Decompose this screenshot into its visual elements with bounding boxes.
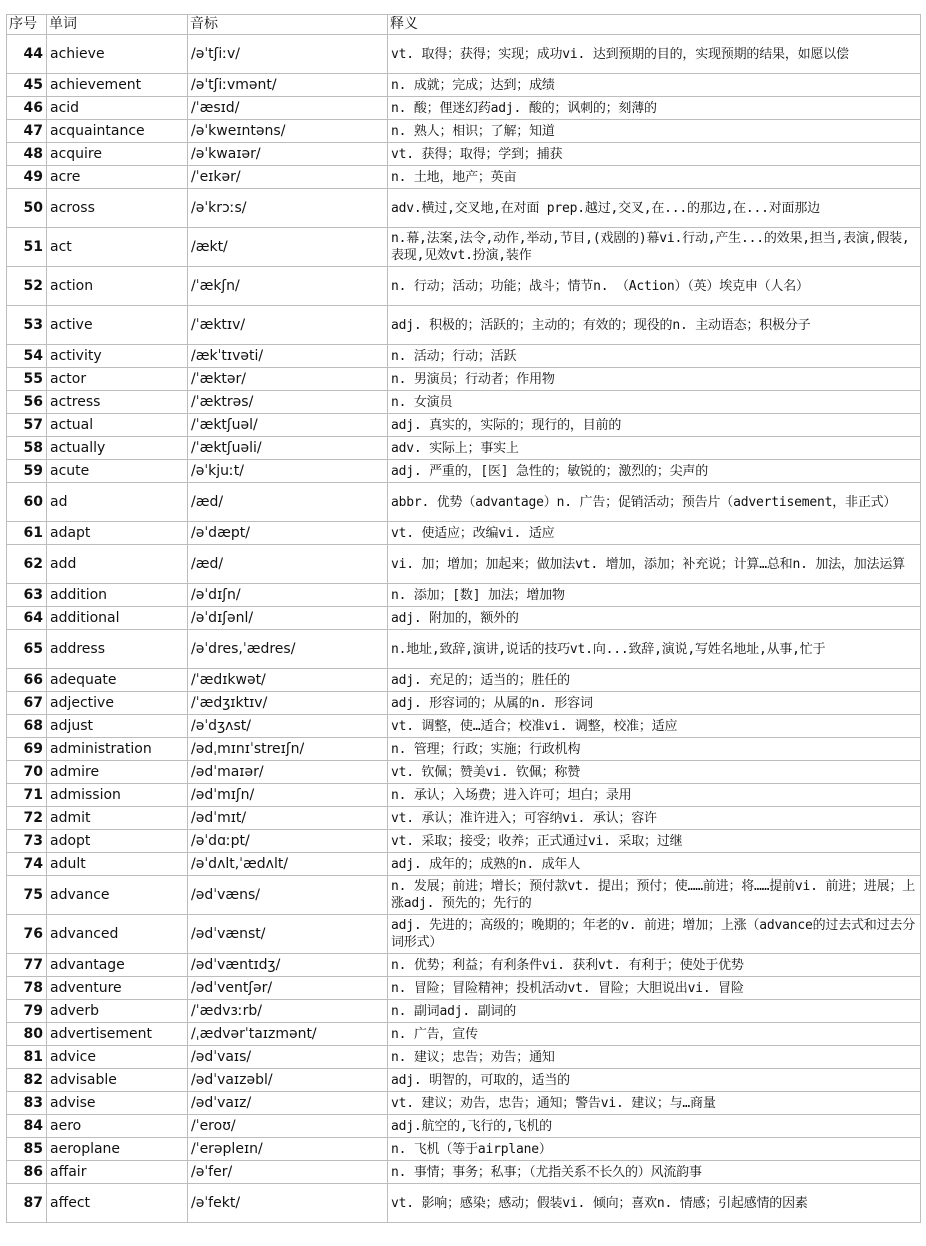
row-phonetic: /ˈæktɪv/ bbox=[188, 306, 388, 345]
row-number: 86 bbox=[7, 1161, 47, 1184]
row-phonetic: /ˈerəpleɪn/ bbox=[188, 1138, 388, 1161]
header-num: 序号 bbox=[7, 15, 47, 35]
row-word: additional bbox=[47, 607, 188, 630]
row-number: 64 bbox=[7, 607, 47, 630]
row-phonetic: /ədˈventʃər/ bbox=[188, 977, 388, 1000]
row-definition: vt. 影响；感染；感动；假装vi. 倾向；喜欢n. 情感；引起感情的因素 bbox=[388, 1184, 921, 1223]
row-number: 66 bbox=[7, 669, 47, 692]
row-number: 52 bbox=[7, 267, 47, 306]
table-row bbox=[7, 807, 921, 830]
row-phonetic: /ˈæktʃuəli/ bbox=[188, 437, 388, 460]
row-word: achieve bbox=[47, 35, 188, 74]
row-number: 87 bbox=[7, 1184, 47, 1223]
row-definition: adj. 成年的；成熟的n. 成年人 bbox=[388, 853, 921, 876]
row-number: 59 bbox=[7, 460, 47, 483]
row-definition: n. 飞机（等于airplane） bbox=[388, 1138, 921, 1161]
row-number: 47 bbox=[7, 120, 47, 143]
row-number: 74 bbox=[7, 853, 47, 876]
table-row bbox=[7, 1023, 921, 1046]
row-word: advertisement bbox=[47, 1023, 188, 1046]
row-word: act bbox=[47, 228, 188, 267]
table-row bbox=[7, 630, 921, 669]
row-definition: adj. 严重的，[医] 急性的；敏锐的；激烈的；尖声的 bbox=[388, 460, 921, 483]
table-row bbox=[7, 267, 921, 306]
row-number: 67 bbox=[7, 692, 47, 715]
table-row bbox=[7, 1184, 921, 1223]
row-word: adapt bbox=[47, 522, 188, 545]
row-word: actress bbox=[47, 391, 188, 414]
table-row bbox=[7, 368, 921, 391]
table-row bbox=[7, 74, 921, 97]
row-word: administration bbox=[47, 738, 188, 761]
row-phonetic: /əˈdres,ˈædres/ bbox=[188, 630, 388, 669]
row-word: adopt bbox=[47, 830, 188, 853]
row-definition: n. 女演员 bbox=[388, 391, 921, 414]
table-row bbox=[7, 97, 921, 120]
row-definition: n. 事情；事务；私事；（尤指关系不长久的）风流韵事 bbox=[388, 1161, 921, 1184]
row-definition: n. 酸；俚迷幻药adj. 酸的；讽刺的；刻薄的 bbox=[388, 97, 921, 120]
row-phonetic: /əˈkweɪntəns/ bbox=[188, 120, 388, 143]
header-row bbox=[7, 15, 921, 35]
table-row bbox=[7, 483, 921, 522]
row-definition: vt. 建议；劝告，忠告；通知；警告vi. 建议；与…商量 bbox=[388, 1092, 921, 1115]
row-number: 85 bbox=[7, 1138, 47, 1161]
row-number: 69 bbox=[7, 738, 47, 761]
row-phonetic: /ˈækʃn/ bbox=[188, 267, 388, 306]
row-phonetic: /əˈdʌlt,ˈædʌlt/ bbox=[188, 853, 388, 876]
row-number: 68 bbox=[7, 715, 47, 738]
row-number: 75 bbox=[7, 876, 47, 915]
table-row bbox=[7, 1115, 921, 1138]
row-word: adequate bbox=[47, 669, 188, 692]
row-definition: n. 土地，地产；英亩 bbox=[388, 166, 921, 189]
table-row bbox=[7, 391, 921, 414]
row-phonetic: /ədˈmɪt/ bbox=[188, 807, 388, 830]
row-definition: adj. 充足的；适当的；胜任的 bbox=[388, 669, 921, 692]
row-phonetic: /ədˈmɪʃn/ bbox=[188, 784, 388, 807]
row-number: 71 bbox=[7, 784, 47, 807]
table-row bbox=[7, 954, 921, 977]
row-phonetic: /ədˈvaɪz/ bbox=[188, 1092, 388, 1115]
table-row bbox=[7, 1000, 921, 1023]
row-definition: n. 承认；入场费；进入许可；坦白；录用 bbox=[388, 784, 921, 807]
row-number: 76 bbox=[7, 915, 47, 954]
row-phonetic: /ˈæsɪd/ bbox=[188, 97, 388, 120]
row-number: 50 bbox=[7, 189, 47, 228]
row-word: actor bbox=[47, 368, 188, 391]
table-row bbox=[7, 35, 921, 74]
table-row bbox=[7, 915, 921, 954]
row-phonetic: /ədˈvæntɪdʒ/ bbox=[188, 954, 388, 977]
row-phonetic: /ədˌmɪnɪˈstreɪʃn/ bbox=[188, 738, 388, 761]
header-ipa: 音标 bbox=[188, 15, 388, 35]
row-phonetic: /æd/ bbox=[188, 545, 388, 584]
row-phonetic: /əˈtʃiːv/ bbox=[188, 35, 388, 74]
row-number: 63 bbox=[7, 584, 47, 607]
row-number: 62 bbox=[7, 545, 47, 584]
row-number: 45 bbox=[7, 74, 47, 97]
row-number: 54 bbox=[7, 345, 47, 368]
row-number: 57 bbox=[7, 414, 47, 437]
row-definition: vt. 采取；接受；收养；正式通过vi. 采取；过继 bbox=[388, 830, 921, 853]
row-word: adventure bbox=[47, 977, 188, 1000]
table-row bbox=[7, 437, 921, 460]
row-definition: adv. 实际上；事实上 bbox=[388, 437, 921, 460]
row-definition: n.地址,致辞,演讲,说话的技巧vt.向...致辞,演说,写姓名地址,从事,忙于 bbox=[388, 630, 921, 669]
table-row bbox=[7, 414, 921, 437]
row-word: acid bbox=[47, 97, 188, 120]
row-word: adjust bbox=[47, 715, 188, 738]
row-number: 44 bbox=[7, 35, 47, 74]
row-word: acquire bbox=[47, 143, 188, 166]
row-phonetic: /ədˈmaɪər/ bbox=[188, 761, 388, 784]
row-phonetic: /əˈdæpt/ bbox=[188, 522, 388, 545]
row-definition: adj. 明智的，可取的，适当的 bbox=[388, 1069, 921, 1092]
row-definition: n. 添加；[数] 加法；增加物 bbox=[388, 584, 921, 607]
row-phonetic: /ˈæktʃuəl/ bbox=[188, 414, 388, 437]
row-number: 53 bbox=[7, 306, 47, 345]
row-phonetic: /əˈkrɔːs/ bbox=[188, 189, 388, 228]
row-number: 72 bbox=[7, 807, 47, 830]
row-number: 80 bbox=[7, 1023, 47, 1046]
row-phonetic: /ˈæktər/ bbox=[188, 368, 388, 391]
row-definition: n. 管理；行政；实施；行政机构 bbox=[388, 738, 921, 761]
table-row bbox=[7, 692, 921, 715]
row-word: address bbox=[47, 630, 188, 669]
row-phonetic: /əˈdɑːpt/ bbox=[188, 830, 388, 853]
table-row bbox=[7, 977, 921, 1000]
table-row bbox=[7, 761, 921, 784]
row-number: 60 bbox=[7, 483, 47, 522]
row-definition: n. 行动；活动；功能；战斗；情节n. （Action）（英）埃克申（人名） bbox=[388, 267, 921, 306]
row-word: admission bbox=[47, 784, 188, 807]
row-word: acute bbox=[47, 460, 188, 483]
table-row bbox=[7, 876, 921, 915]
row-word: adjective bbox=[47, 692, 188, 715]
row-definition: vt. 钦佩；赞美vi. 钦佩；称赞 bbox=[388, 761, 921, 784]
row-word: addition bbox=[47, 584, 188, 607]
row-definition: abbr. 优势（advantage）n. 广告；促销活动；预告片（advertisement，非正式） bbox=[388, 483, 921, 522]
row-number: 78 bbox=[7, 977, 47, 1000]
row-phonetic: /əˈdʒʌst/ bbox=[188, 715, 388, 738]
table-row bbox=[7, 1092, 921, 1115]
vocabulary-table bbox=[6, 14, 921, 1223]
row-number: 48 bbox=[7, 143, 47, 166]
row-definition: adj. 真实的，实际的；现行的，目前的 bbox=[388, 414, 921, 437]
row-definition: n. 男演员；行动者；作用物 bbox=[388, 368, 921, 391]
row-word: active bbox=[47, 306, 188, 345]
row-phonetic: /ədˈvænst/ bbox=[188, 915, 388, 954]
row-definition: n. 成就；完成；达到；成绩 bbox=[388, 74, 921, 97]
row-definition: n. 熟人；相识；了解；知道 bbox=[388, 120, 921, 143]
row-definition: adv.横过,交叉地,在对面 prep.越过,交叉,在...的那边,在...对面那边 bbox=[388, 189, 921, 228]
table-row bbox=[7, 120, 921, 143]
row-definition: n. 活动；行动；活跃 bbox=[388, 345, 921, 368]
row-definition: adj. 积极的；活跃的；主动的；有效的；现役的n. 主动语态；积极分子 bbox=[388, 306, 921, 345]
row-number: 82 bbox=[7, 1069, 47, 1092]
row-word: ad bbox=[47, 483, 188, 522]
table-row bbox=[7, 1069, 921, 1092]
table-row bbox=[7, 189, 921, 228]
row-phonetic: /ˈædvɜːrb/ bbox=[188, 1000, 388, 1023]
table-row bbox=[7, 522, 921, 545]
row-number: 70 bbox=[7, 761, 47, 784]
row-word: admit bbox=[47, 807, 188, 830]
row-word: advance bbox=[47, 876, 188, 915]
table-row bbox=[7, 143, 921, 166]
table-row bbox=[7, 545, 921, 584]
table-row bbox=[7, 669, 921, 692]
table-row bbox=[7, 166, 921, 189]
row-number: 58 bbox=[7, 437, 47, 460]
row-word: actually bbox=[47, 437, 188, 460]
row-word: advantage bbox=[47, 954, 188, 977]
row-phonetic: /ˈeɪkər/ bbox=[188, 166, 388, 189]
row-number: 73 bbox=[7, 830, 47, 853]
row-word: add bbox=[47, 545, 188, 584]
row-word: achievement bbox=[47, 74, 188, 97]
row-number: 81 bbox=[7, 1046, 47, 1069]
row-definition: adj. 形容词的；从属的n. 形容词 bbox=[388, 692, 921, 715]
row-number: 56 bbox=[7, 391, 47, 414]
row-definition: adj. 先进的；高级的；晚期的；年老的v. 前进；增加；上涨（advance的过去式和过去分词形式） bbox=[388, 915, 921, 954]
row-number: 79 bbox=[7, 1000, 47, 1023]
row-number: 61 bbox=[7, 522, 47, 545]
row-word: activity bbox=[47, 345, 188, 368]
row-definition: n. 建议；忠告；劝告；通知 bbox=[388, 1046, 921, 1069]
row-phonetic: /əˈdɪʃənl/ bbox=[188, 607, 388, 630]
row-word: aeroplane bbox=[47, 1138, 188, 1161]
row-word: advanced bbox=[47, 915, 188, 954]
row-word: acre bbox=[47, 166, 188, 189]
row-word: action bbox=[47, 267, 188, 306]
row-definition: n. 广告，宣传 bbox=[388, 1023, 921, 1046]
row-definition: vt. 获得；取得；学到；捕获 bbox=[388, 143, 921, 166]
row-definition: vt. 取得；获得；实现；成功vi. 达到预期的目的，实现预期的结果，如愿以偿 bbox=[388, 35, 921, 74]
row-number: 83 bbox=[7, 1092, 47, 1115]
row-number: 46 bbox=[7, 97, 47, 120]
table-row bbox=[7, 853, 921, 876]
table-row bbox=[7, 460, 921, 483]
table-row bbox=[7, 306, 921, 345]
row-word: aero bbox=[47, 1115, 188, 1138]
row-phonetic: /əˈfekt/ bbox=[188, 1184, 388, 1223]
row-phonetic: /ˈeroʊ/ bbox=[188, 1115, 388, 1138]
row-phonetic: /ədˈvaɪs/ bbox=[188, 1046, 388, 1069]
row-phonetic: /əˈkjuːt/ bbox=[188, 460, 388, 483]
row-phonetic: /ˈæktrəs/ bbox=[188, 391, 388, 414]
row-word: advice bbox=[47, 1046, 188, 1069]
table-row bbox=[7, 738, 921, 761]
row-phonetic: /ækˈtɪvəti/ bbox=[188, 345, 388, 368]
table-row bbox=[7, 830, 921, 853]
row-phonetic: /əˈfer/ bbox=[188, 1161, 388, 1184]
row-definition: n. 发展；前进；增长；预付款vt. 提出；预付；使……前进；将……提前vi. 前进；进展；上涨adj. 预先的；先行的 bbox=[388, 876, 921, 915]
row-word: affair bbox=[47, 1161, 188, 1184]
row-word: admire bbox=[47, 761, 188, 784]
row-word: across bbox=[47, 189, 188, 228]
row-phonetic: /ˈædʒɪktɪv/ bbox=[188, 692, 388, 715]
table-row bbox=[7, 228, 921, 267]
row-definition: n. 优势；利益；有利条件vi. 获利vt. 有利于；使处于优势 bbox=[388, 954, 921, 977]
table-row bbox=[7, 1138, 921, 1161]
row-word: advise bbox=[47, 1092, 188, 1115]
row-phonetic: /əˈkwaɪər/ bbox=[188, 143, 388, 166]
row-definition: vi. 加；增加；加起来；做加法vt. 增加，添加；补充说；计算…总和n. 加法，加法运算 bbox=[388, 545, 921, 584]
table-row bbox=[7, 715, 921, 738]
row-phonetic: /əˈtʃiːvmənt/ bbox=[188, 74, 388, 97]
row-phonetic: /ˈædɪkwət/ bbox=[188, 669, 388, 692]
table-row bbox=[7, 1161, 921, 1184]
row-definition: n. 冒险；冒险精神；投机活动vt. 冒险；大胆说出vi. 冒险 bbox=[388, 977, 921, 1000]
row-phonetic: /ədˈvæns/ bbox=[188, 876, 388, 915]
row-phonetic: /əˈdɪʃn/ bbox=[188, 584, 388, 607]
row-word: actual bbox=[47, 414, 188, 437]
table-body bbox=[7, 35, 921, 1223]
row-phonetic: /ækt/ bbox=[188, 228, 388, 267]
table-row bbox=[7, 584, 921, 607]
table-row bbox=[7, 1046, 921, 1069]
table-row bbox=[7, 345, 921, 368]
row-word: acquaintance bbox=[47, 120, 188, 143]
header-definition: 释义 bbox=[388, 15, 921, 35]
row-number: 84 bbox=[7, 1115, 47, 1138]
row-definition: adj. 附加的，额外的 bbox=[388, 607, 921, 630]
row-number: 65 bbox=[7, 630, 47, 669]
row-definition: adj.航空的,飞行的,飞机的 bbox=[388, 1115, 921, 1138]
row-number: 55 bbox=[7, 368, 47, 391]
row-word: adult bbox=[47, 853, 188, 876]
row-number: 49 bbox=[7, 166, 47, 189]
row-phonetic: /æd/ bbox=[188, 483, 388, 522]
table-row bbox=[7, 784, 921, 807]
row-word: advisable bbox=[47, 1069, 188, 1092]
row-word: affect bbox=[47, 1184, 188, 1223]
row-number: 77 bbox=[7, 954, 47, 977]
row-definition: n.幕,法案,法令,动作,举动,节目,(戏剧的)幕vi.行动,产生...的效果,担当,表演,假装,表现,见效vt.扮演,装作 bbox=[388, 228, 921, 267]
table-row bbox=[7, 607, 921, 630]
row-definition: n. 副词adj. 副词的 bbox=[388, 1000, 921, 1023]
row-definition: vt. 使适应；改编vi. 适应 bbox=[388, 522, 921, 545]
row-number: 51 bbox=[7, 228, 47, 267]
header-word: 单词 bbox=[47, 15, 188, 35]
row-phonetic: /ˌædvərˈtaɪzmənt/ bbox=[188, 1023, 388, 1046]
row-definition: vt. 承认；准许进入；可容纳vi. 承认；容许 bbox=[388, 807, 921, 830]
row-word: adverb bbox=[47, 1000, 188, 1023]
row-definition: vt. 调整，使…适合；校准vi. 调整，校准；适应 bbox=[388, 715, 921, 738]
row-phonetic: /ədˈvaɪzəbl/ bbox=[188, 1069, 388, 1092]
